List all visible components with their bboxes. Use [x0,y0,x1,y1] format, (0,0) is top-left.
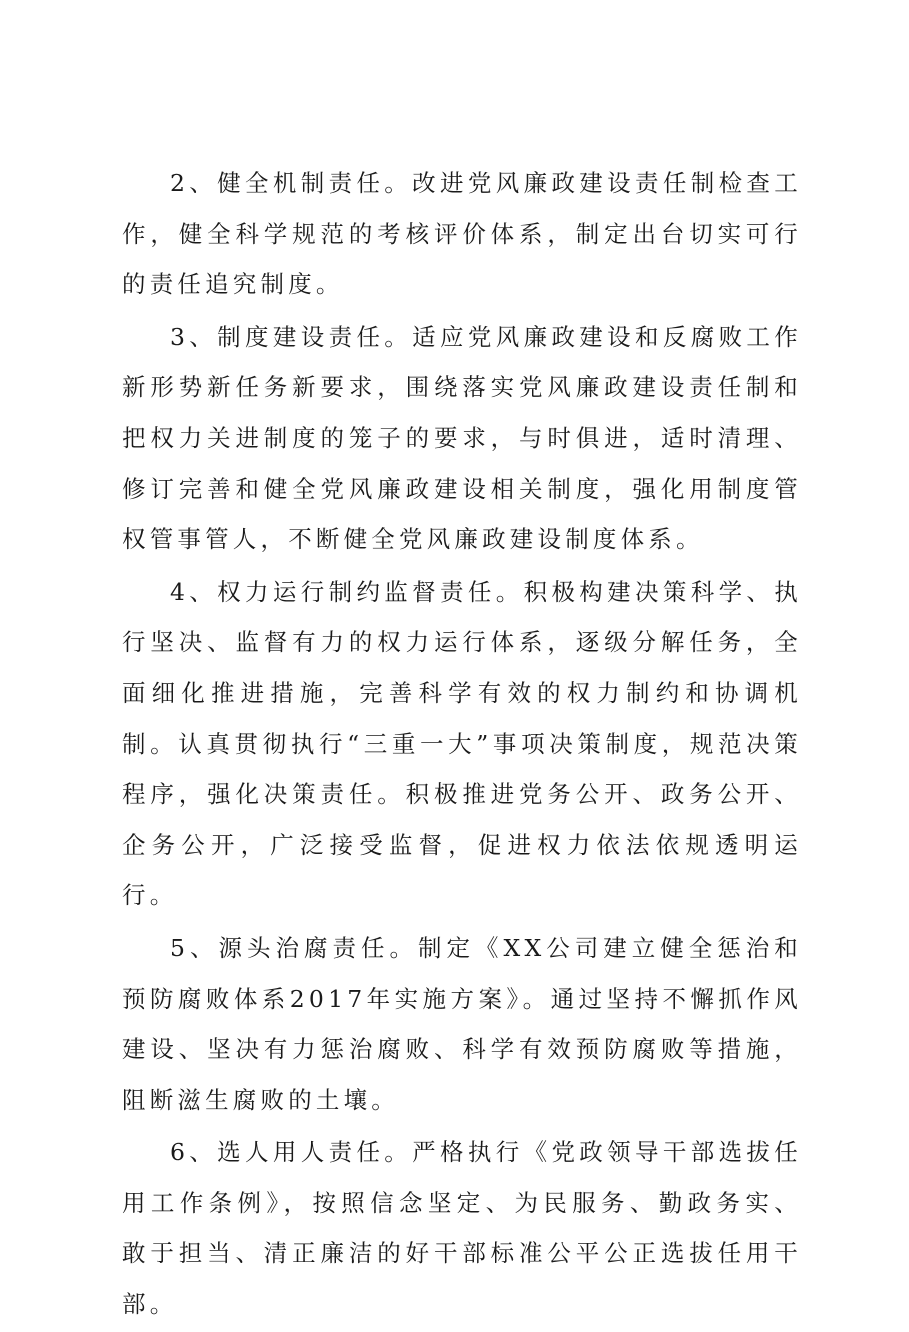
document-body [122,158,802,1332]
paragraph-item-2: 2、健全机制责任。改进党风廉政建设责任制检查工作，健全科学规范的考核评价体系，制定出台切实可行的责任追究制度。 [122,169,802,299]
paragraph-item-6: 6、选人用人责任。严格执行《党政领导干部选拔任用工作条例》，按照信念坚定、为民服务、勤政务实、敢于担当、清正廉洁的好干部标准公平公正选拔任用干部。 [122,1138,802,1319]
paragraph-item-4: 4、权力运行制约监督责任。积极构建决策科学、执行坚决、监督有力的权力运行体系，逐级分解任务，全面细化推进措施，完善科学有效的权力制约和协调机制。认真贯彻执行“三重一大”事项决策制度，规范决策程序，强化决策责任。积极推进党务公开、政务公开、企务公开，广泛接受监督，促进权力依法依规透明运行。 [122,577,802,910]
paragraph-item-5: 5、源头治腐责任。制定《XX公司建立健全惩治和预防腐败体系2017年实施方案》。通过坚持不懈抓作风建设、坚决有力惩治腐败、科学有效预防腐败等措施，阻断滋生腐败的土壤。 [122,933,802,1114]
paragraph-item-3: 3、制度建设责任。适应党风廉政建设和反腐败工作新形势新任务新要求，围绕落实党风廉政建设责任制和把权力关进制度的笼子的要求，与时俱进，适时清理、修订完善和健全党风廉政建设相关制度，强化用制度管权管事管人，不断健全党风廉政建设制度体系。 [122,322,802,554]
